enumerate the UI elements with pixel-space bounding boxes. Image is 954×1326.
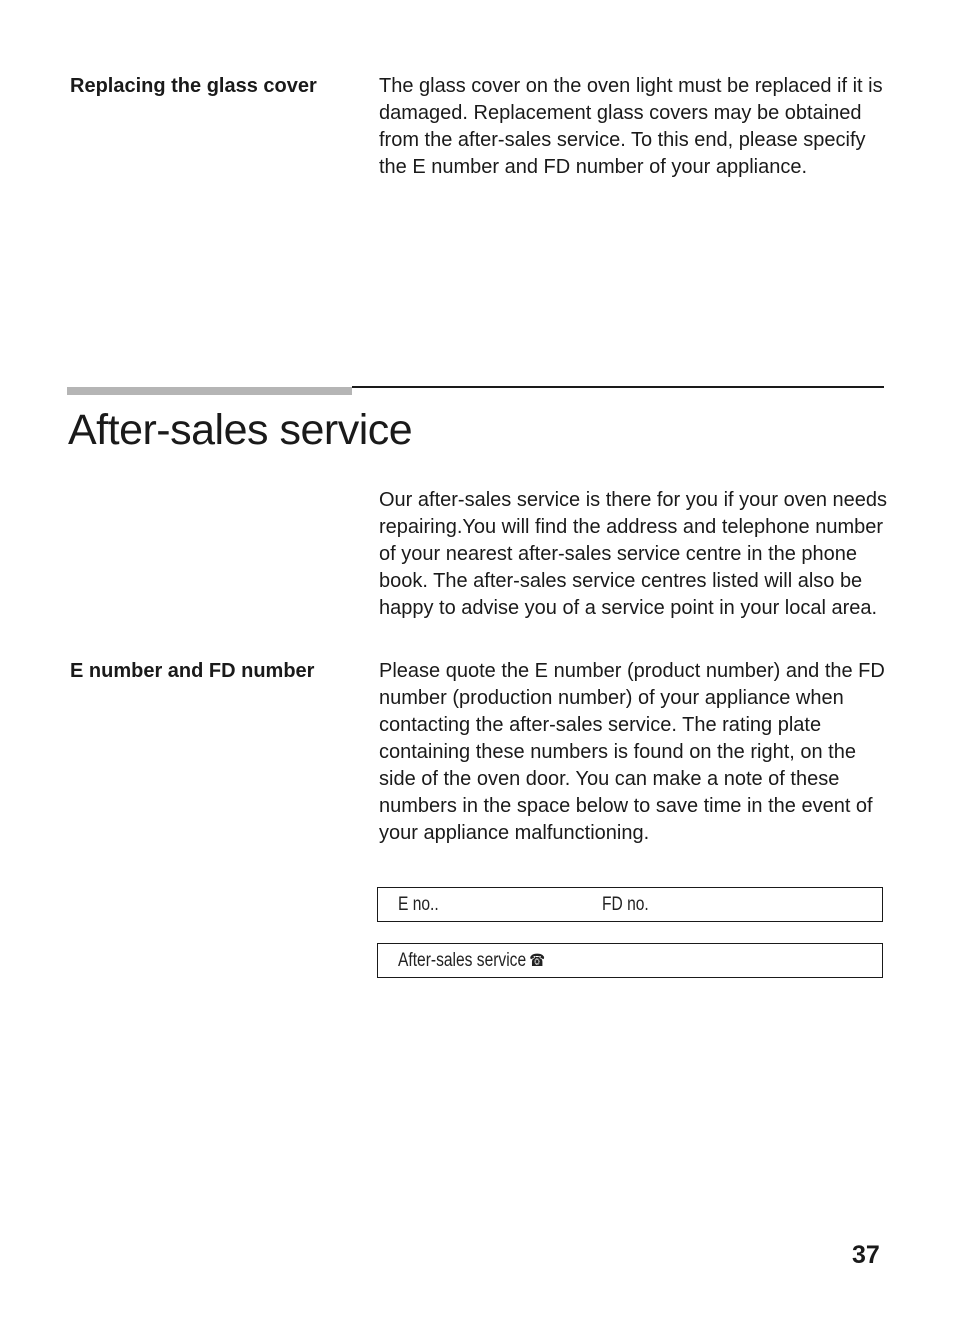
service-label-wrap — [398, 950, 545, 972]
e-number-text: Please quote the E number (product number) and the FD number (production number) of your appliance when contacting the after-sales service. The rating plate containing these numbers is found on the right, on the side of the oven door. You can make a note of these numbers in the space below to save time in the event of your appliance malfunctioning. — [379, 660, 885, 844]
after-sales-intro: Our after-sales service is there for you if your oven needs repairing.You will find the address and telephone number of your nearest after-sales service centre in the phone book. The after-sales service centres listed will also be happy to advise you of a service point in your local area. — [379, 489, 888, 619]
e-no-label: E no.. — [398, 894, 439, 915]
service-label: After-sales service — [398, 950, 527, 971]
section-title: After-sales service — [68, 406, 413, 454]
e-number-heading: E number and FD number — [70, 660, 315, 682]
section-rule-accent — [67, 387, 352, 395]
section-rule — [352, 386, 884, 388]
page-number: 37 — [852, 1241, 880, 1269]
glass-cover-heading: Replacing the glass cover — [70, 75, 317, 97]
service-note-box — [377, 943, 883, 978]
number-note-box — [377, 887, 883, 922]
fd-no-label: FD no. — [602, 894, 649, 915]
telephone-icon: ☎ — [529, 951, 546, 970]
glass-cover-text: The glass cover on the oven light must be replaced if it is damaged. Replacement glass covers may be obtained from the after-sales service. To this end, please specify the E number and FD number of your appliance. — [379, 75, 883, 178]
